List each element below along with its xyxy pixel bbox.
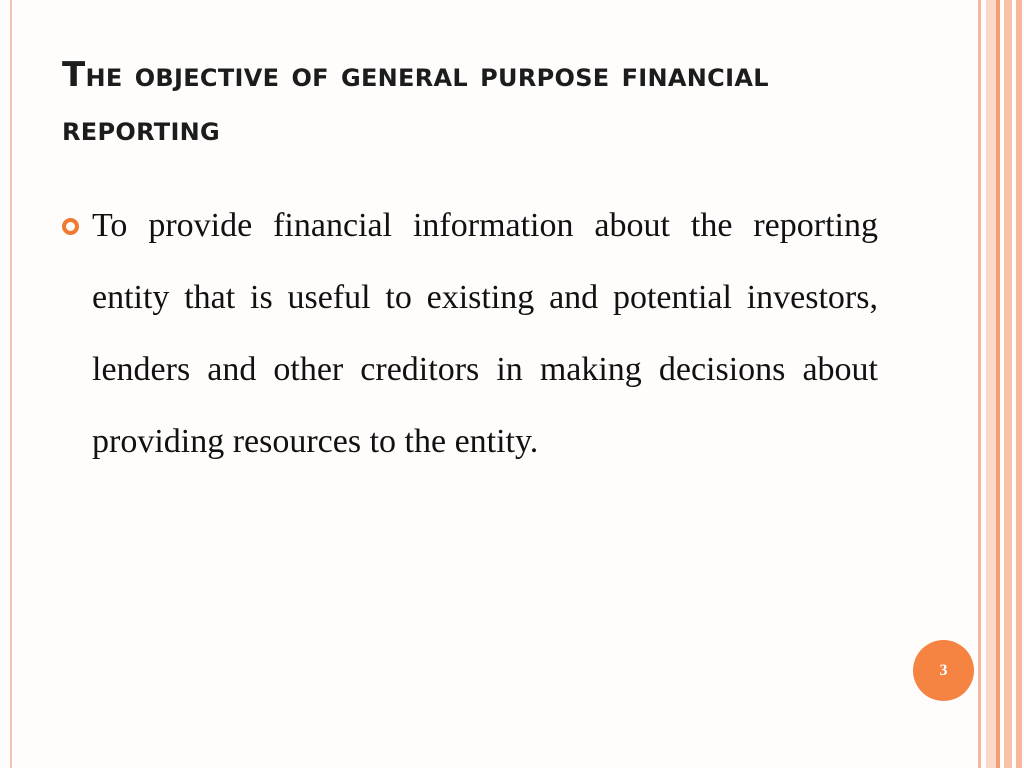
stripe	[1004, 0, 1012, 768]
page-number-badge	[913, 640, 974, 701]
page-number: 3	[939, 661, 948, 679]
left-frame-line	[10, 0, 12, 768]
bullet-icon	[62, 218, 79, 235]
bullet-text: To provide financial information about the reporting entity that is useful to existing and potential investors, lenders and other creditors in making decisions about providing resources to the entity.	[92, 207, 878, 460]
stripe	[1016, 0, 1022, 768]
decorative-stripes	[978, 0, 1024, 768]
stripe	[986, 0, 996, 768]
stripe	[996, 0, 1000, 768]
stripe	[978, 0, 981, 768]
slide-title: The objective of general purpose financial reporting	[62, 55, 769, 149]
